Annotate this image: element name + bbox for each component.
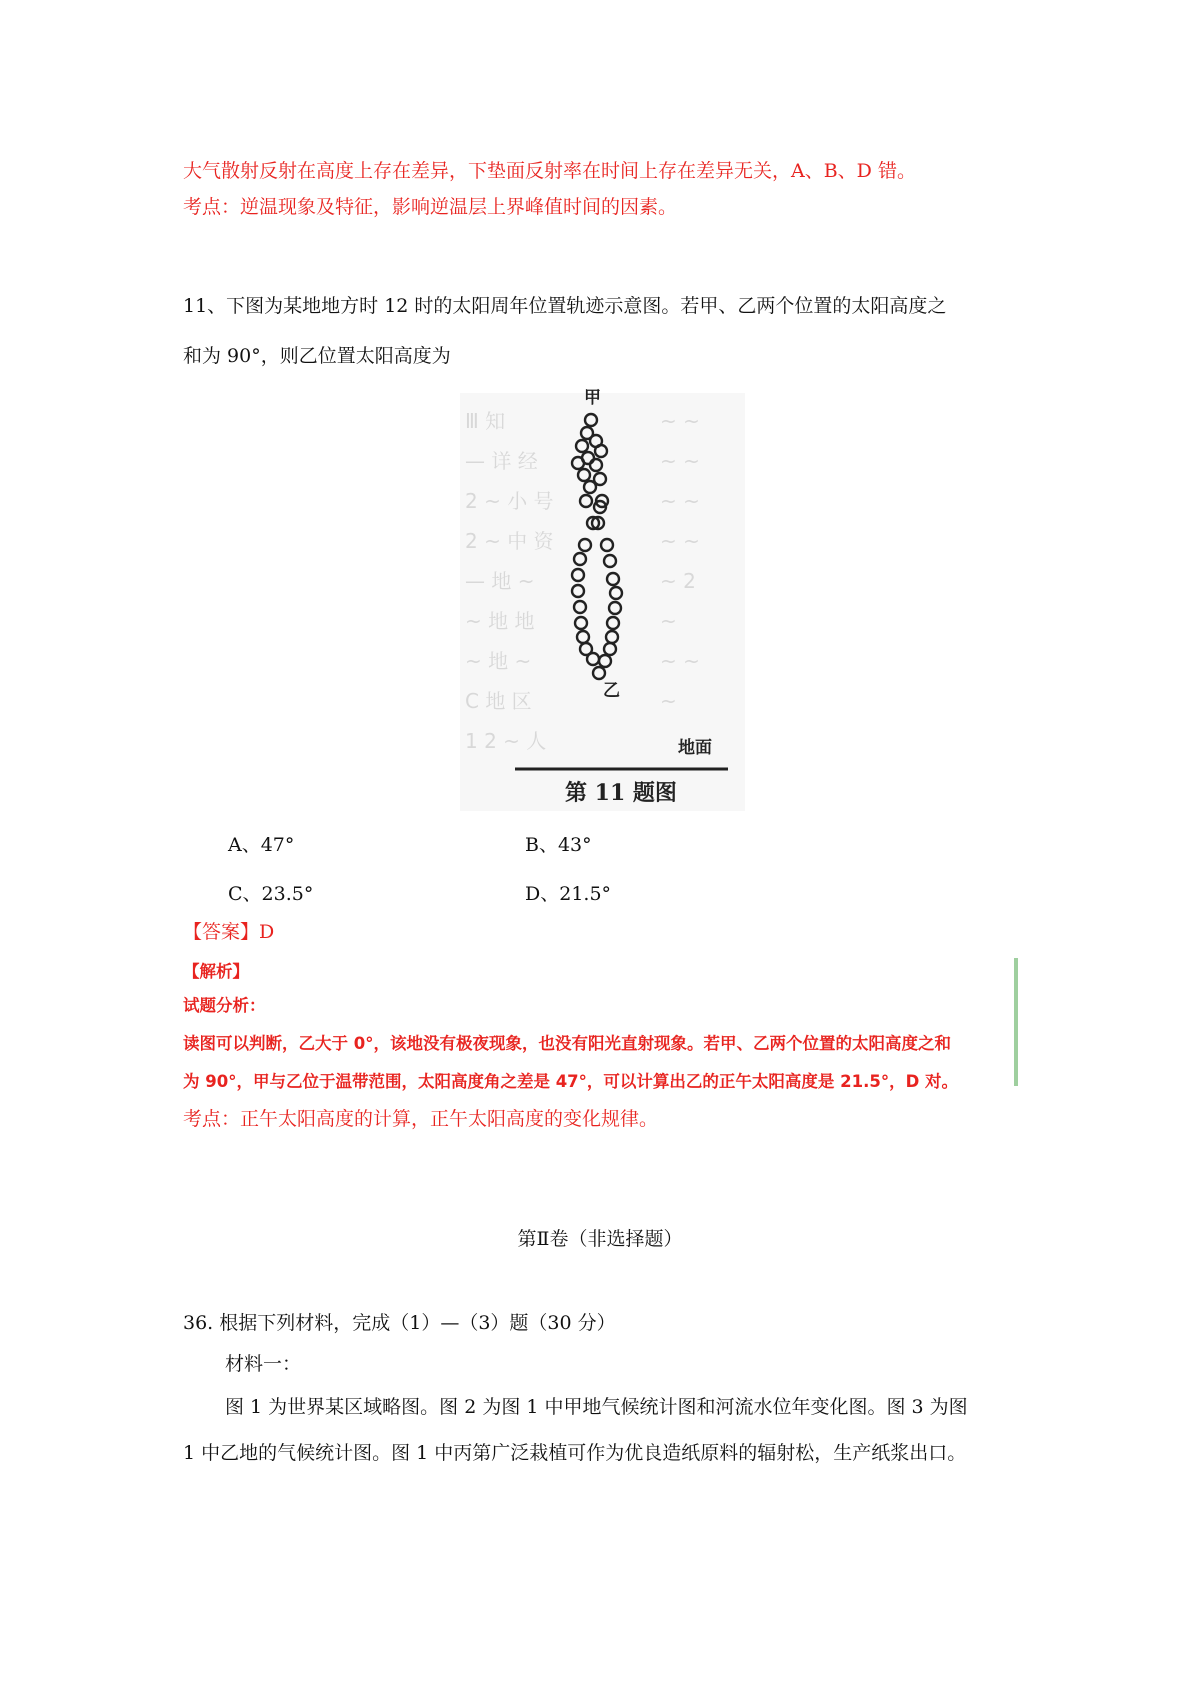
- option-c: C、23.5°: [228, 883, 314, 905]
- svg-text:~ ~: ~ ~: [660, 529, 700, 553]
- side-marker-bar: [1014, 958, 1018, 1086]
- svg-text:1 2 ~ 人: 1 2 ~ 人: [465, 729, 547, 753]
- svg-text:~ ~: ~ ~: [660, 409, 700, 433]
- material-line-1: 图 1 为世界某区域略图。图 2 为图 1 中甲地气候统计图和河流水位年变化图。图 3 为图: [225, 1396, 968, 1418]
- analysis-subheader: 试题分析：: [183, 996, 266, 1015]
- svg-text:2 ~ 中 资: 2 ~ 中 资: [465, 529, 554, 553]
- label-yi: 乙: [603, 681, 620, 701]
- question-11-stem-cont: 和为 90°，则乙位置太阳高度为: [183, 345, 451, 367]
- svg-text:~ 2: ~ 2: [660, 569, 696, 593]
- svg-text:2 ~ 小 号: 2 ~ 小 号: [465, 489, 554, 513]
- explanation-text: 大气散射反射在高度上存在差异，下垫面反射率在时间上存在差异无关，A、B、D 错。: [183, 160, 916, 182]
- analysis-line-1: 读图可以判断，乙大于 0°，该地没有极夜现象，也没有阳光直射现象。若甲、乙两个位置的太阳高度之和: [183, 1034, 951, 1053]
- label-jia: 甲: [584, 388, 601, 408]
- answer-text: 【答案】D: [183, 921, 275, 943]
- material-label: 材料一：: [225, 1353, 302, 1375]
- option-b: B、43°: [525, 834, 592, 856]
- analysis-header: 【解析】: [183, 962, 249, 981]
- svg-text:~: ~: [660, 689, 677, 713]
- svg-text:~: ~: [660, 609, 677, 633]
- svg-text:Ⅲ 知: Ⅲ 知: [465, 409, 506, 433]
- svg-text:— 地 ~: — 地 ~: [465, 569, 535, 593]
- svg-text:~ ~: ~ ~: [660, 449, 700, 473]
- svg-text:~ ~: ~ ~: [660, 649, 700, 673]
- kaodian-text: 考点：逆温现象及特征，影响逆温层上界峰值时间的因素。: [183, 196, 678, 218]
- svg-text:~ 地 地: ~ 地 地: [465, 609, 535, 633]
- sun-trajectory-figure: [460, 383, 745, 811]
- question-11-stem: 11、下图为某地地方时 12 时的太阳周年位置轨迹示意图。若甲、乙两个位置的太阳高度之: [183, 295, 947, 317]
- figure-caption: 第 11 题图: [565, 780, 677, 806]
- option-a: A、47°: [228, 834, 295, 856]
- ground-label: 地面: [678, 738, 712, 758]
- section-title: 第Ⅱ卷（非选择题）: [517, 1228, 683, 1250]
- analysis-line-2: 为 90°，甲与乙位于温带范围，太阳高度角之差是 47°，可以计算出乙的正午太阳高度是 21.5°，D 对。: [183, 1072, 959, 1091]
- option-d: D、21.5°: [525, 883, 612, 905]
- material-line-2: 1 中乙地的气候统计图。图 1 中丙第广泛栽植可作为优良造纸原料的辐射松，生产纸浆出口。: [183, 1442, 967, 1464]
- svg-text:~ ~: ~ ~: [660, 489, 700, 513]
- question-36-stem: 36. 根据下列材料，完成（1）—（3）题（30 分）: [183, 1312, 616, 1334]
- svg-text:C 地 区: C 地 区: [465, 689, 532, 713]
- svg-text:— 详 经: — 详 经: [465, 449, 538, 473]
- svg-text:~ 地 ~: ~ 地 ~: [465, 649, 532, 673]
- kaodian-text-2: 考点：正午太阳高度的计算，正午太阳高度的变化规律。: [183, 1108, 659, 1130]
